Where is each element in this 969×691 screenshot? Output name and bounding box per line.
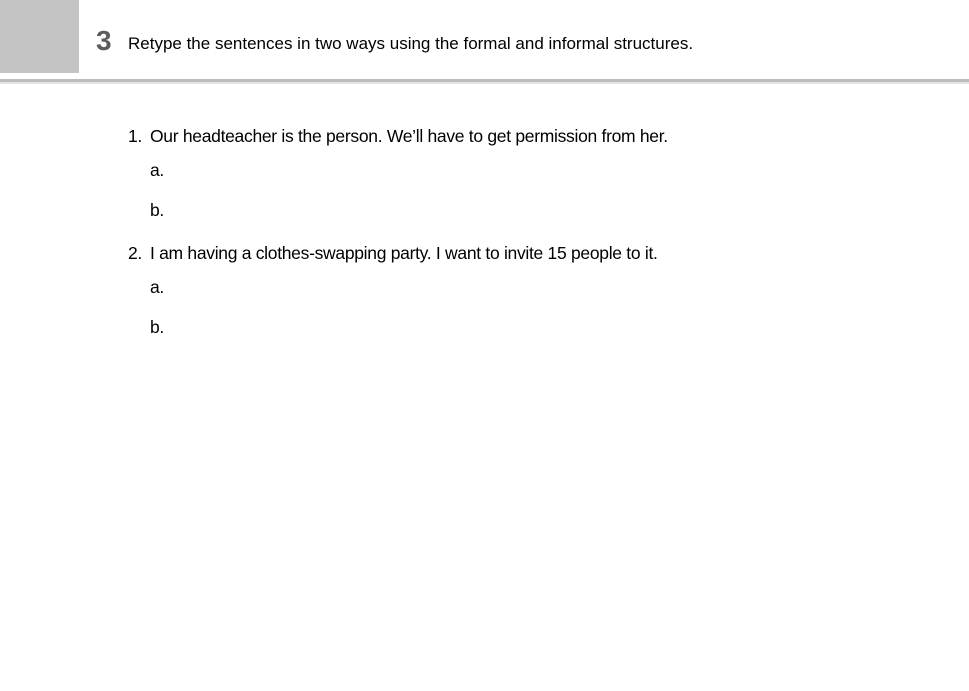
question-2: [128, 239, 928, 347]
answer-line-a[interactable]: [128, 267, 928, 307]
question-line: [128, 239, 928, 267]
question-text: Our headteacher is the person. We’ll have to get permission from her.: [150, 126, 668, 146]
answer-label: b.: [150, 200, 164, 220]
answer-line-a[interactable]: [128, 150, 928, 190]
exercise-header: [0, 0, 969, 80]
answer-label: b.: [150, 317, 164, 337]
header-divider-shadow: [0, 82, 969, 84]
corner-decoration: [0, 0, 79, 73]
answer-line-b[interactable]: [128, 307, 928, 347]
question-list: [128, 122, 928, 347]
question-text: I am having a clothes-swapping party. I want to invite 15 people to it.: [150, 243, 658, 263]
question-number: 1.: [128, 126, 142, 146]
answer-label: a.: [150, 160, 164, 180]
question-line: [128, 122, 928, 150]
answer-label: a.: [150, 277, 164, 297]
question-number: 2.: [128, 243, 142, 263]
exercise-number: 3: [96, 25, 112, 56]
exercise-instruction: Retype the sentences in two ways using the formal and informal structures.: [128, 34, 694, 53]
answer-line-b[interactable]: [128, 190, 928, 230]
question-1: [128, 122, 928, 230]
